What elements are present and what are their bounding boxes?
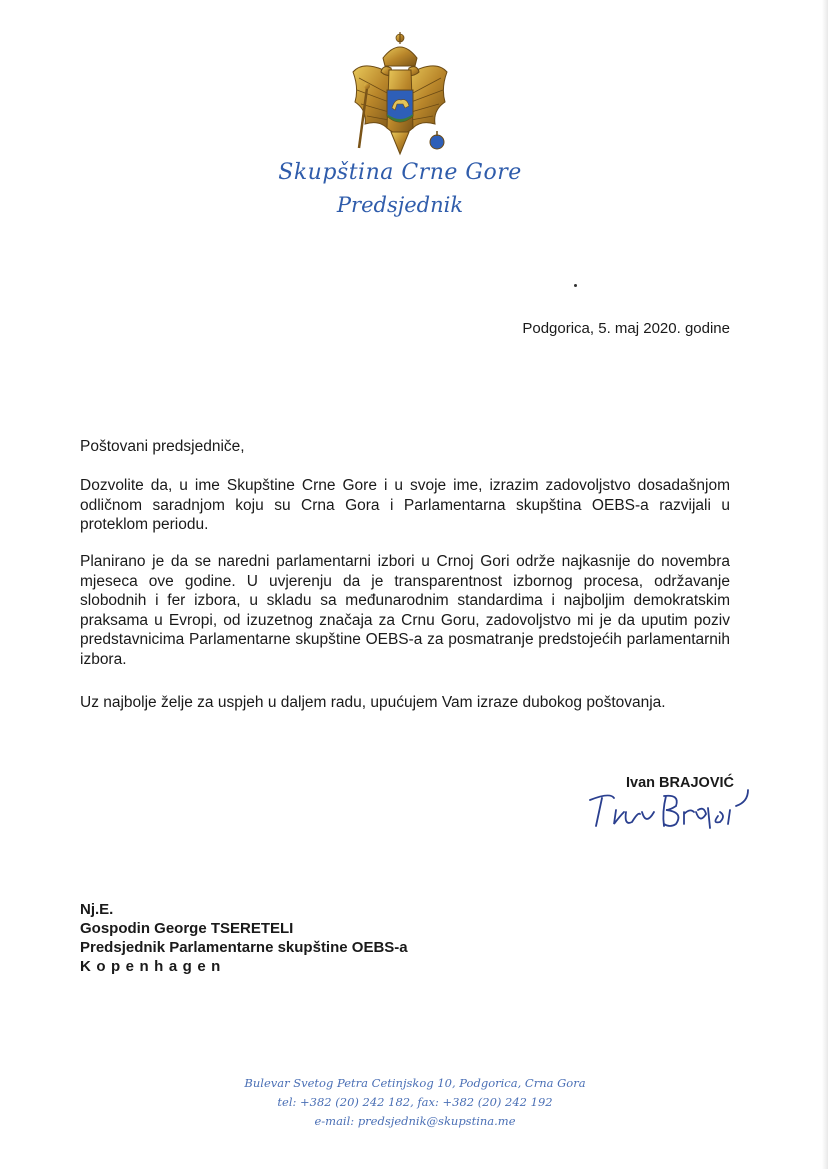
footer-address: Bulevar Svetog Petra Cetinjskog 10, Podgorica, Crna Gora	[244, 1076, 586, 1090]
recipient-city: Kopenhagen	[80, 958, 226, 975]
footer-phones: tel: +382 (20) 242 182, fax: +382 (20) 242 192	[277, 1095, 553, 1109]
recipient-title: Predsjednik Parlamentarne skupštine OEBS-a	[80, 939, 408, 956]
organization-name: Skupština Crne Gore	[278, 160, 522, 185]
signer-name: Ivan BRAJOVIĆ	[626, 775, 734, 791]
salutation: Poštovani predsjedniče,	[80, 438, 245, 455]
handwritten-signature	[580, 782, 760, 834]
paragraph-3: Uz najbolje želje za uspjeh u daljem radu, upućujem Vam izraze dubokog poštovanja.	[80, 694, 666, 711]
scan-speck	[574, 284, 577, 287]
recipient-name: Gospodin George TSERETELI	[80, 920, 294, 937]
paragraph-1: Dozvolite da, u ime Skupštine Crne Gore i u svoje ime, izrazim zadovoljstvo dosadašnjom odličnom saradnjom koju su Crna Gora i Parlamentarna skupština OEBS-a razvijali u proteklom periodu.	[80, 477, 730, 533]
recipient-honorific: Nj.E.	[80, 901, 114, 918]
organization-role: Predsjednik	[336, 193, 464, 217]
recipient-block	[80, 900, 408, 976]
paragraph-2: Planirano je da se naredni parlamentarni izbori u Crnoj Gori održe najkasnije do novembra mjeseca ove godine. U uvjerenju da je transparentnost izbornog procesa, održavanje slobodnih i fer izbora, u skladu sa međunarodnim standardima i najboljim demokratskim praksama u Evropi, od izuzetnog značaja za Crnu Goru, zadovoljstvo mi je da uputim poziv predstavnicima Parlamentarne skupštine OEBS-a za posmatranje predstojećih parlamentarnih izbora.	[80, 553, 730, 668]
date-line: Podgorica, 5. maj 2020. godine	[522, 320, 730, 337]
montenegro-coat-of-arms-icon	[345, 28, 455, 176]
footer-email: e-mail: predsjednik@skupstina.me	[314, 1114, 516, 1128]
page-edge-shadow	[822, 0, 828, 1169]
